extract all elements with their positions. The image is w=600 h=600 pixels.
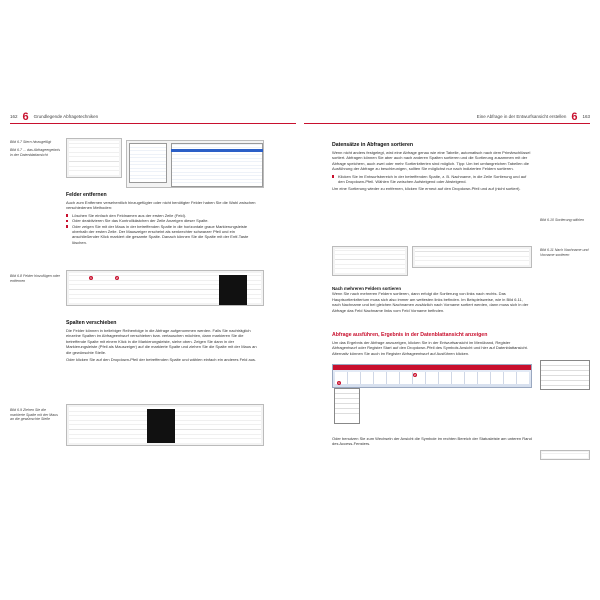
marker-2-icon: 2: [116, 276, 118, 280]
spalten-para-2: Oder klicken Sie auf den Dropdown-Pfeil der betreffenden Spalte und wählen einfach ein anderes Feld aus.: [66, 357, 257, 363]
heading-mehrere: Nach mehreren Feldern sortieren: [332, 286, 402, 291]
bullet-1: Löschen Sie einfach den Feldnamen aus der ersten Zeile (Feld).: [66, 213, 262, 218]
screenshot-move-column: [66, 404, 264, 446]
right-chapter-number: 6: [571, 110, 578, 123]
caption-6-10: Bild 6.10 Sortierung wählen: [540, 218, 584, 222]
marker-2-icon: 2: [414, 373, 416, 377]
heading-ausfuehren: Abfrage ausführen, Ergebnis in der Datenblattansicht anzeigen: [332, 332, 488, 338]
sortieren-para-2: Um eine Sortierung wieder zu entfernen, klicken Sie erneut auf den Dropdown-Pfeil und auf (nicht sortiert).: [332, 186, 521, 192]
right-page: [300, 110, 600, 490]
screenshot-view-menu: [334, 388, 360, 424]
caption-6-9: Bild 6.9 Ziehen Sie die markierte Spalte mit der Maus an die gewünschte Stelle: [10, 408, 58, 422]
mehrere-text: [332, 286, 532, 313]
sortieren-bullet: Klicken Sie im Entwurfsbereich in der betreffenden Spalte, z. B. Nachname, in die Zeile Sortierung und auf den Dropdown-Pfeil. Wählen Sie zwischen Aufsteigend oder Absteigend.: [332, 174, 532, 185]
bullet-2: Oder deaktivieren Sie das Kontrollkästchen der Zeile Anzeigen dieser Spalte.: [66, 218, 262, 223]
heading-sortieren: Datensätze in Abfragen sortieren: [332, 142, 414, 148]
spalten-verschieben-text: [66, 328, 262, 362]
screenshot-remove-field: [66, 270, 264, 306]
sortieren-para-1: Wenn nicht anders festgelegt, wird eine Abfrage genau wie eine Tabelle, automatisch nach dem Primärschlüssel sortiert. Abfragen können Sie aber auch nach anderen Spalten sortieren und die Sortierung zusammen mit der Abfrage speichern, auch zwei oder mehr Sortierkriterien sind möglich. Tipp: Um bei umfangreichen Tabellen die Ausführung der Abfrage zu beschleunigen, sollten Sie möglichst nur nach indizierten Feldern sortieren.: [332, 150, 531, 172]
ausfuehren-text: [332, 340, 532, 356]
right-page-number: 163: [582, 114, 590, 119]
ausfuehren-para-2: Oder benutzen Sie zum Wechseln der Ansicht die Symbole im rechten Bereich der Statusleiste am unteren Rand des Access-Fensters.: [332, 436, 532, 447]
left-running-title: Grundlegende Abfragetechniken: [33, 114, 99, 119]
marker-1-icon: 1: [338, 381, 340, 385]
heading-felder-entfernen: Felder entfernen: [66, 192, 107, 198]
right-running-head: [304, 110, 590, 124]
heading-spalten-verschieben: Spalten verschieben: [66, 320, 117, 326]
felder-entfernen-intro: Auch zum Entfernen versehentlich hinzugefügter oder nicht benötigter Felder haben Sie die Wahl zwischen verschiedenen Methoden:: [66, 200, 256, 211]
caption-6-11: Bild 6.11 Nach Nachname und Vorname sortieren: [540, 248, 589, 257]
ausfuehren-para-1: Um das Ergebnis der Abfrage anzuzeigen, klicken Sie in der Entwurfsansicht im Menüband, Register Abfragentwurf oder Register Start auf den Dropdown-Pfeil des Symbols Ansicht und hier auf Datenblattansicht. Alternativ können Sie auch im Register Abfrageentwurf auf Ausführen klicken.: [332, 340, 528, 356]
screenshot-view-menu-large: [540, 360, 590, 390]
caption-6-7a: Bild 6.7 Stern hinzugefügt: [10, 140, 52, 144]
bullet-3: Oder zeigen Sie mit der Maus in der betreffenden Spalte in die horizontale graue Markierungsleiste oberhalb der ersten Zeile. Der Mauszeiger erscheint als senkrechter schwarzer Pfeil und ein anschließender Klick markiert die gesamte Spalte. Danach können Sie die Spalte mit der Entf-Taste löschen.: [66, 224, 262, 246]
right-running-title: Eine Abfrage in der Entwurfsansicht erstellen: [476, 114, 567, 119]
left-page-number: 162: [10, 114, 18, 119]
left-page: [0, 110, 300, 490]
felder-entfernen-text: [66, 200, 262, 245]
caption-6-7b: Bild 6.7 ... das Abfrageergebnis in der Datenblattansicht: [10, 148, 61, 157]
screenshot-sort-dropdown: [332, 246, 408, 276]
left-chapter-number: 6: [22, 110, 29, 123]
screenshot-sort-multiple: [412, 246, 532, 268]
left-running-head: [10, 110, 296, 124]
screenshot-design-grid: [66, 138, 122, 178]
sortieren-text: [332, 150, 532, 192]
screenshot-datasheet: [126, 140, 264, 188]
spalten-para-1: Die Felder können in beliebiger Reihenfolge in die Abfrage aufgenommen werden. Falls Sie nachträglich einzelne Spalten im Abfrageentwurf verschieben bzw. vertauschen möchten, dann markieren Sie die betreffende Spalte mit einem Klick in die Markierungsleiste, siehe oben. Zeigen Sie dann in der Markierungsleiste (Pfeil als Mauszeiger) auf die markierte Spalte und ziehen Sie die Spalte mit der Maus an die gewünschte Stelle.: [66, 328, 257, 355]
mehrere-para: Wenn Sie nach mehreren Feldern sortieren, dann erfolgt die Sortierung von links nach rechts. Das Hauptsortierkriterium muss sich also immer am weitesten links befinden. Im Beispielsweise, wie in Bild 6.11, nach Nachname und bei gleichen Nachnamen zusätzlich nach Vorname sortiert werden, dann muss sich in der Abfrage das Feld Nachname links vom Feld Vorname befinden.: [332, 291, 529, 313]
screenshot-ribbon: [332, 364, 532, 388]
caption-6-8: Bild 6.8 Felder hinzufügen oder entfernen: [10, 274, 60, 283]
screenshot-statusbar-icons: [540, 450, 590, 460]
marker-1-icon: 1: [90, 276, 92, 280]
ausfuehren-text-2: [332, 436, 532, 447]
